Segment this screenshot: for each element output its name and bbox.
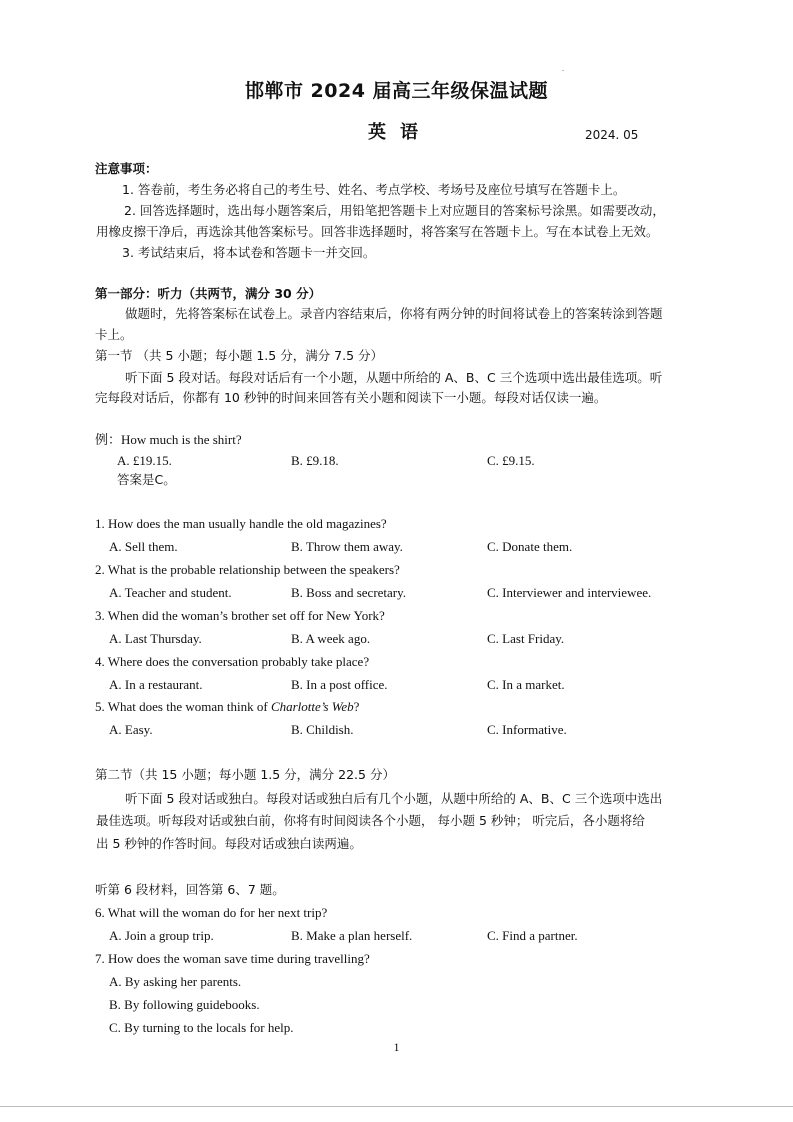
question-5-option-b: B. Childish.	[291, 722, 354, 737]
question-4-option-b: B. In a post office.	[291, 677, 388, 692]
question-6-option-a: A. Join a group trip.	[109, 928, 214, 943]
notice-heading: 注意事项：	[95, 161, 158, 176]
material-6-heading: 听第 6 段材料，回答第 6、7 题。	[95, 882, 285, 897]
example-question: 例：How much is the shirt?	[95, 432, 242, 447]
question-2-option-c: C. Interviewer and interviewee.	[487, 585, 652, 600]
question-6-option-b: B. Make a plan herself.	[291, 928, 413, 943]
question-2-option-b: B. Boss and secretary.	[291, 585, 407, 600]
example-option-a: A. £19.15.	[117, 453, 172, 468]
page-bottom-divider	[0, 1106, 793, 1107]
question-4-option-a: A. In a restaurant.	[109, 677, 203, 692]
part1-intro-line-2: 卡上。	[95, 327, 133, 342]
question-5-prefix: 5. What does the woman think of	[95, 699, 271, 714]
section1-heading: 第一节 （共 5 小题；每小题 1.5 分，满分 7.5 分）	[95, 348, 384, 363]
scan-dot: .	[562, 64, 564, 73]
section2-instr-line-1: 听下面 5 段对话或独白。每段对话或独白后有几个小题，从题中所给的 A、B、C 三个选项中选出	[125, 791, 663, 806]
question-1-option-b: B. Throw them away.	[291, 539, 403, 554]
part1-intro-line-1: 做题时，先将答案标在试卷上。录音内容结束后，你将有两分钟的时间将试卷上的答案转涂到答题	[125, 306, 663, 321]
question-7-option-a: A. By asking her parents.	[109, 974, 242, 989]
question-3: 3. When did the woman’s brother set off for New York?	[95, 608, 385, 623]
question-2-option-a: A. Teacher and student.	[109, 585, 232, 600]
notice-item-2-line-2: 用橡皮擦干净后，再选涂其他答案标号。回答非选择题时，将答案写在答题卡上。写在本试卷上无效。	[96, 224, 659, 239]
page-title: 邯郸市 2024 届高三年级保温试题	[244, 80, 549, 102]
part1-heading: 第一部分：听力（共两节，满分 30 分）	[95, 286, 322, 301]
question-4: 4. Where does the conversation probably take place?	[95, 654, 370, 669]
question-1-option-a: A. Sell them.	[109, 539, 178, 554]
question-7: 7. How does the woman save time during travelling?	[95, 951, 370, 966]
page-number: 1	[393, 1040, 400, 1054]
question-5	[95, 698, 359, 716]
section2-heading: 第二节（共 15 小题；每小题 1.5 分，满分 22.5 分）	[95, 767, 395, 782]
question-4-option-c: C. In a market.	[487, 677, 565, 692]
question-6-option-c: C. Find a partner.	[487, 928, 578, 943]
question-1: 1. How does the man usually handle the old magazines?	[95, 516, 387, 531]
notice-item-3: 3. 考试结束后，将本试卷和答题卡一并交回。	[122, 245, 376, 260]
section1-instr-line-1: 听下面 5 段对话。每段对话后有一个小题，从题中所给的 A、B、C 三个选项中选出最佳选项。听	[125, 370, 663, 385]
example-option-c: C. £9.15.	[487, 453, 535, 468]
question-3-option-a: A. Last Thursday.	[109, 631, 202, 646]
example-option-b: B. £9.18.	[291, 453, 339, 468]
notice-item-1: 1. 答卷前，考生务必将自己的考生号、姓名、考点学校、考场号及座位号填写在答题卡上。	[122, 182, 626, 197]
subject-title: 英语	[368, 122, 432, 143]
notice-item-2-line-1: 2. 回答选择题时，选出每小题答案后，用铅笔把答题卡上对应题目的答案标号涂黑。如需要改动，	[124, 203, 665, 218]
question-3-option-b: B. A week ago.	[291, 631, 371, 646]
question-1-option-c: C. Donate them.	[487, 539, 573, 554]
question-5-suffix: ?	[353, 699, 360, 714]
section2-instr-line-3: 出 5 秒钟的作答时间。每段对话或独白读两遍。	[96, 836, 362, 851]
question-3-option-c: C. Last Friday.	[487, 631, 565, 646]
section1-instr-line-2: 完每段对话后，你都有 10 秒钟的时间来回答有关小题和阅读下一小题。每段对话仅读一遍。	[95, 390, 607, 405]
section2-instr-line-2: 最佳选项。听每段对话或独白前，你将有时间阅读各个小题， 每小题 5 秒钟； 听完后，各小题将给	[96, 813, 645, 828]
exam-date: 2024. 05	[585, 128, 639, 142]
question-7-option-b: B. By following guidebooks.	[109, 997, 260, 1012]
example-answer: 答案是C。	[117, 472, 176, 487]
question-6: 6. What will the woman do for her next trip?	[95, 905, 328, 920]
question-2: 2. What is the probable relationship between the speakers?	[95, 562, 400, 577]
question-5-option-c: C. Informative.	[487, 722, 567, 737]
question-5-book-title: Charlotte’s Web	[270, 699, 354, 714]
question-5-option-a: A. Easy.	[109, 722, 153, 737]
question-7-option-c: C. By turning to the locals for help.	[109, 1020, 294, 1035]
